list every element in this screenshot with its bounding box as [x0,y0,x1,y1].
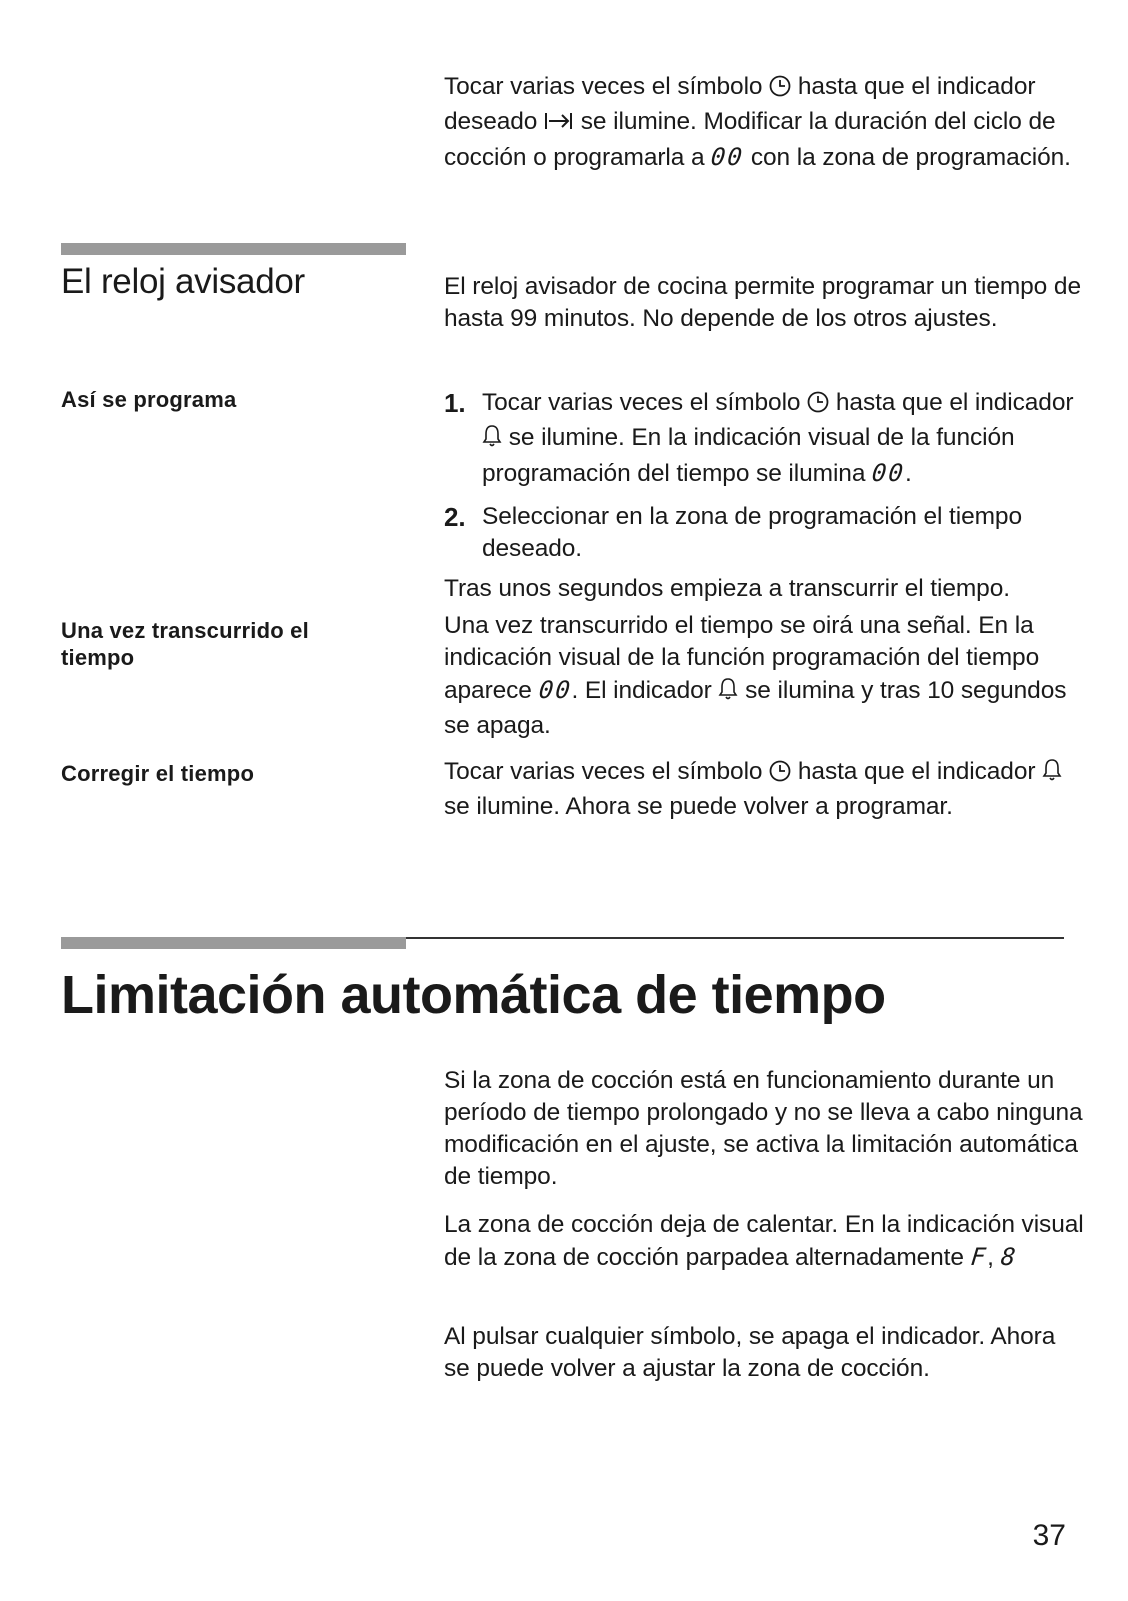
separator-comma: , [987,1244,994,1271]
label-corregir-el-tiempo: Corregir el tiempo [61,761,255,786]
segment-display-00: 00 [537,676,573,704]
intro-text-d: con la zona de programación. [750,144,1071,171]
correct-text-a: Tocar varias veces el símbolo [444,758,763,785]
correct-text-c: se ilumine. Ahora se puede volver a programar. [444,793,953,820]
segment-display-8: 8 [999,1243,1019,1271]
step1-text-b: hasta que el indicador [835,389,1074,416]
clock-icon [769,74,791,106]
step2-text: Seleccionar en la zona de programación el tiempo deseado. [482,503,1022,562]
bell-icon [718,677,738,710]
reloj-description: El reloj avisador de cocina permite programar un tiempo de hasta 99 minutos. No depende de los otros ajustes. [444,273,1081,332]
step-number: 1. [444,388,466,418]
after-steps-text: Tras unos segundos empieza a transcurrir el tiempo. [444,575,1010,602]
label-una-vez-transcurrido: Una vez transcurrido el tiempo [61,618,309,670]
step1-text-a: Tocar varias veces el símbolo [482,389,801,416]
step-number: 2. [444,502,466,532]
elapsed-text-c: se ilumina y tras 10 segundos se apaga. [444,677,1067,739]
limitacion-paragraph-1: Si la zona de cocción está en funcionamiento durante un período de tiempo prolongado y no se lleva a cabo ninguna modificación en el ajuste, se activa la limitación automática de tiempo. [444,1067,1083,1190]
limitacion-paragraph-3: Al pulsar cualquier símbolo, se apaga el indicador. Ahora se puede volver a ajustar la zona de cocción. [444,1323,1056,1382]
intro-paragraph [444,71,1084,174]
bell-icon [1042,758,1062,791]
correct-text-b: hasta que el indicador [797,758,1036,785]
correct-paragraph [444,756,1084,823]
bell-icon [482,424,502,457]
clock-icon [769,759,791,791]
clock-icon [807,390,829,422]
page-number: 37 [1032,1519,1066,1552]
label-asi-se-programa: Así se programa [61,387,237,412]
step-2 [444,501,1084,565]
limitacion-text-a: La zona de cocción deja de calentar. En la indicación visual de la zona de cocción parpadea alternadamente [444,1211,1084,1271]
step-1 [444,387,1084,490]
duration-icon [544,109,574,141]
elapsed-text-a: Una vez transcurrido el tiempo se oirá una señal. En la indicación visual de la función programación del tiempo aparece [444,612,1040,704]
step1-text-c: se ilumine. En la indicación visual de la función programación del tiempo se ilumina [482,424,1015,487]
section-bar [61,243,406,255]
elapsed-text-b: . El indicador [571,677,712,704]
section-title-limitacion: Limitación automática de tiempo [61,965,886,1025]
limitacion-paragraph-2 [444,1209,1084,1274]
intro-text-c: se ilumine. Modificar la duración del ciclo de cocción o programarla a [444,108,1056,171]
segment-display-00: 00 [709,143,746,171]
steps-list [444,387,1084,605]
section-bar [61,937,406,949]
intro-text-a: Tocar varias veces el símbolo [444,73,763,100]
intro-text-b: hasta que el indicador deseado [444,73,1036,135]
elapsed-paragraph [444,610,1084,742]
step1-end: . [904,460,912,487]
segment-display-f: F [969,1243,989,1271]
section-title-reloj: El reloj avisador [61,262,305,301]
segment-display-00: 00 [870,459,907,487]
